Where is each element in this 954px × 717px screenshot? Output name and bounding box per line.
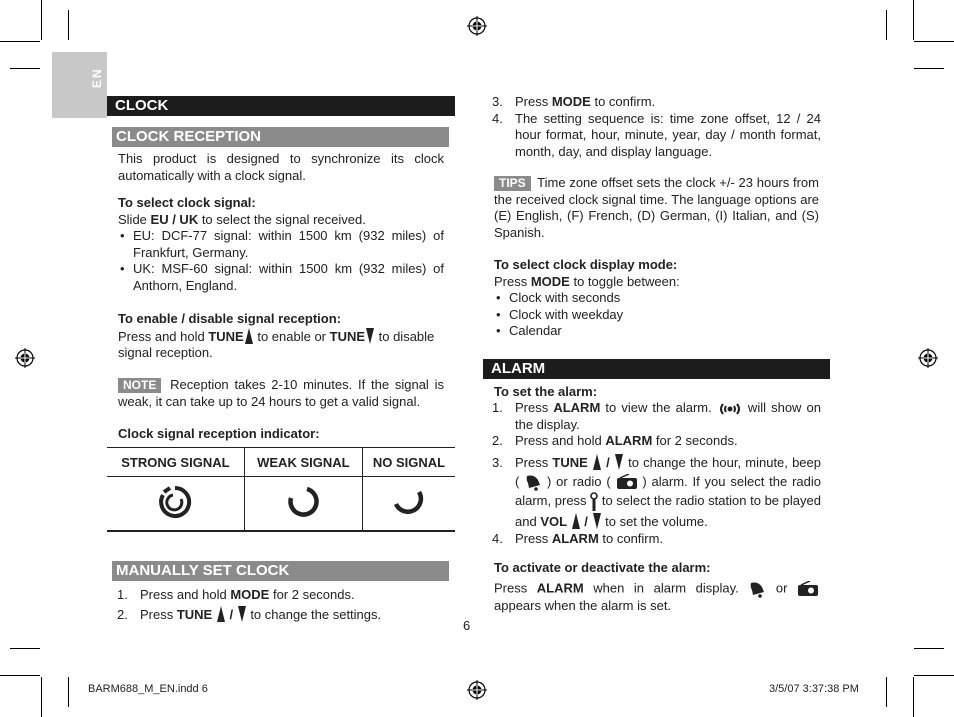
table-header-row [107,448,455,477]
text-span: to toggle between: [569,273,680,289]
footer-filename: BARM688_M_EN.indd 6 [88,683,208,695]
text-span: to set the volume. [601,513,708,529]
registration-mark-icon [467,680,487,700]
manual-steps-list [115,585,445,625]
down-arrow-icon [238,606,246,622]
button-label: TUNE [329,328,366,344]
crop-mark [0,675,40,676]
bell-icon [524,473,542,491]
display-options-list [494,290,819,340]
text-span: / [601,454,614,470]
step-number: 1. [117,587,128,602]
crop-mark [913,0,914,40]
table-row [107,477,455,532]
list-item: • UK: MSF-60 signal: within 1500 km (932 miles) of Anthorn, England. [118,261,444,294]
list-item [490,453,821,531]
alarm-wave-icon [717,402,743,416]
strong-signal-icon [155,482,195,522]
tips-tag: TIPS [494,176,531,191]
text-span: Press and hold [515,433,606,448]
registration-mark-icon [15,348,35,368]
text-span: The setting sequence is: time zone offset, 12 / 24 hour format, hour, minute, year, day / month format, month, day, and display language. [515,110,821,159]
settings-steps-list [490,94,821,160]
registration-mark-icon [918,348,938,368]
list-item [490,94,821,111]
list-item: • Calendar [494,323,819,340]
text-span: Press [515,530,552,546]
text-span: ) alarm. If you select the radio alarm, press [515,473,821,509]
text-span: to confirm. [590,94,656,109]
crop-mark [914,675,954,676]
list-item [490,433,821,450]
enable-signal-heading: To enable / disable signal reception: [118,311,341,326]
text-span: Press [494,579,537,595]
select-signal-block [118,195,444,294]
station-knob-icon [590,492,598,512]
text-span: to confirm. [598,530,664,546]
step-number: 1. [492,400,503,415]
crop-mark [68,677,69,707]
strong-signal-cell [107,477,244,532]
activate-alarm-block [494,560,819,614]
button-label: ALARM [536,579,584,595]
crop-mark [68,10,69,40]
step-number: 4. [492,110,503,126]
language-tab [52,52,107,118]
button-label: TUNE [176,607,213,622]
up-arrow-icon [593,454,601,470]
note-text: Reception takes 2-10 minutes. If the signal is weak, it can take up to 24 hours to get a valid signal. [118,377,444,409]
text-span: Press and hold [118,328,209,344]
text-span: Press [140,607,177,622]
radio-icon [616,474,638,490]
text-span: to select the radio station to be played and [515,493,821,529]
text-span: will show on the display. [515,400,821,432]
up-arrow-icon [572,513,580,529]
list-item [490,531,821,548]
weak-signal-cell [244,477,362,532]
radio-icon [797,581,819,597]
clock-section-header: CLOCK [107,96,455,116]
button-label: TUNE [208,328,244,344]
signal-indicator-table [107,447,455,532]
registration-mark-icon [467,16,487,36]
indicator-heading: Clock signal reception indicator: [118,426,320,441]
step-number: 3. [492,94,503,109]
bell-icon [748,580,766,598]
table-header: STRONG SIGNAL [107,448,244,477]
display-mode-text [494,274,819,291]
crop-mark [913,677,914,717]
crop-mark [41,0,42,40]
text-span: to change the hour, minute, beep ( [515,454,821,489]
up-arrow-icon [245,328,253,344]
list-item: • EU: DCF-77 signal: within 1500 km (932 miles) of Frankfurt, Germany. [118,228,444,261]
list-item: • Clock with weekday [494,307,819,324]
button-label: ALARM [553,400,601,415]
button-label: ALARM [605,433,653,448]
text-span: appears when the alarm is set. [494,597,672,613]
signal-list [118,228,444,294]
down-arrow-icon [593,513,601,529]
alarm-steps-list [490,400,821,547]
button-label: MODE [551,94,591,109]
switch-label: EU / UK [150,211,199,227]
button-label: MODE [230,587,270,602]
set-alarm-heading: To set the alarm: [494,384,598,399]
crop-mark [886,677,887,707]
text-span: for 2 seconds. [652,433,738,448]
alarm-section-header: ALARM [483,359,830,379]
enable-signal-block [118,311,446,362]
footer-timestamp: 3/5/07 3:37:38 PM [769,683,859,695]
no-signal-icon [391,484,427,520]
button-label: VOL [540,513,568,529]
crop-mark [914,648,944,649]
table-header: WEAK SIGNAL [244,448,362,477]
text-span: Press and hold [140,587,231,602]
step-number: 2. [117,607,128,622]
crop-mark [41,677,42,717]
page-number: 6 [463,618,471,633]
step-number: 4. [492,530,503,546]
text-span: Press [515,454,553,470]
text-span: for 2 seconds. [269,587,355,602]
text-span: to select the signal received. [198,211,366,227]
list-item [490,400,821,433]
text-span: or [766,579,797,595]
text-span: when in alarm display. [583,579,749,595]
text-span: Slide [118,211,151,227]
note-tag: NOTE [118,378,161,393]
down-arrow-icon [615,454,623,470]
crop-mark [914,41,954,42]
select-signal-text [118,212,444,229]
step-number: 3. [492,454,503,470]
text-span: to view the alarm. [600,400,717,415]
language-tab-label: EN [90,67,104,88]
intro-paragraph: This product is designed to synchronize its clock automatically with a clock signal. [118,151,444,183]
crop-mark [10,648,40,649]
crop-mark [914,68,944,69]
text-span: ) or radio ( [542,473,616,489]
text-span: to change the settings. [246,607,382,622]
text-span: / [580,513,592,529]
display-mode-block [494,257,819,340]
table-header: NO SIGNAL [362,448,455,477]
up-arrow-icon [217,606,225,622]
activate-alarm-text [494,580,819,615]
tips-text: Time zone offset sets the clock +/- 23 hours from the received clock signal time. The language options are (E) English, (F) French, (D) German, (I) Italian, and (S) Spanish. [494,175,819,240]
select-signal-heading: To select clock signal: [118,195,256,210]
tips-block [494,175,819,241]
down-arrow-icon [366,328,374,344]
text-span: Press [494,273,531,289]
text-span: to disable signal reception. [118,328,435,360]
text-span: Press [515,400,554,415]
display-mode-heading: To select clock display mode: [494,257,678,272]
manual-set-clock-header: MANUALLY SET CLOCK [112,561,449,581]
text-span: / [225,607,237,622]
button-label: TUNE [552,454,588,470]
list-item: • Clock with seconds [494,290,819,307]
list-item [115,605,445,625]
list-item [115,585,445,605]
clock-reception-header: CLOCK RECEPTION [112,127,449,147]
note-block [118,377,444,410]
step-number: 2. [492,433,503,448]
crop-mark [0,41,40,42]
crop-mark [886,10,887,40]
text-span: to enable or [253,328,330,344]
button-label: MODE [530,273,570,289]
button-label: ALARM [551,530,599,546]
no-signal-cell [362,477,455,532]
text-span: Press [515,94,552,109]
crop-mark [10,68,40,69]
weak-signal-icon [285,484,321,520]
enable-signal-text [118,328,446,362]
activate-alarm-heading: To activate or deactivate the alarm: [494,560,711,575]
list-item [490,111,821,161]
